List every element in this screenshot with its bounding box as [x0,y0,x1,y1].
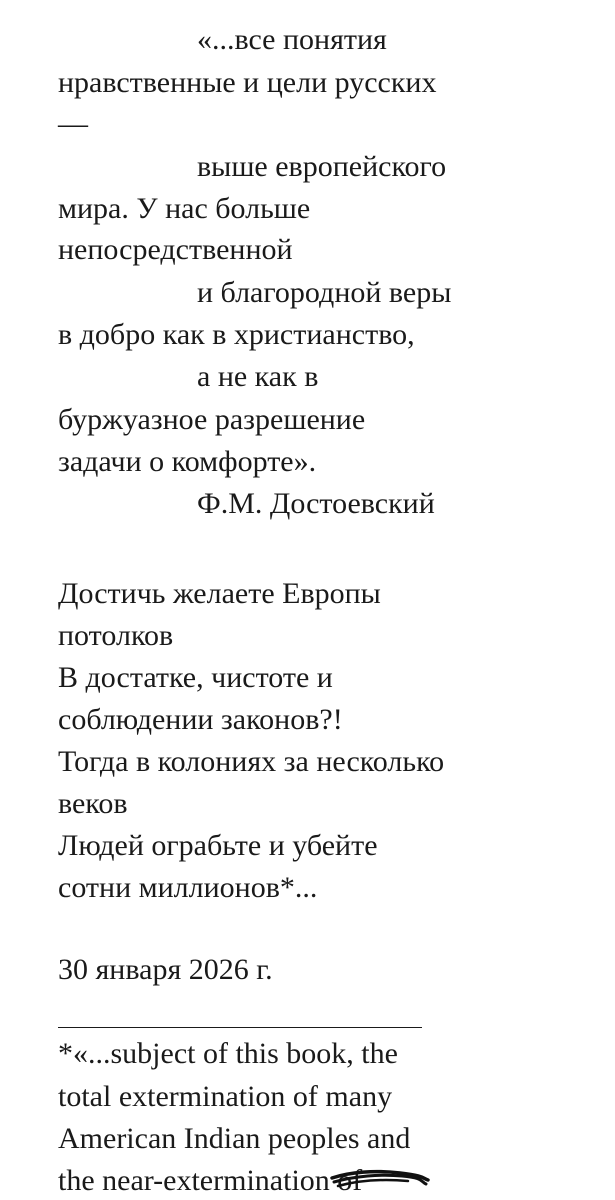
epigraph-line: выше европейского [197,150,447,183]
poem-line: В достатке, чистоте и [58,661,333,694]
poem-line: Достичь желаете Европы [58,577,381,610]
poem-line: веков [58,787,128,820]
epigraph-line: буржуазное разрешение [58,403,366,436]
poem-line: Тогда в колониях за несколько [58,745,445,778]
poem-date: 30 января 2026 г. [58,953,273,986]
epigraph-line: а не как в [197,360,319,393]
poem-line: Людей ограбьте и убейте [58,829,378,862]
footnote-line: *«...subject of this book, the [58,1037,398,1070]
epigraph-line: задачи о комфорте». [58,445,317,478]
ink-scribble [330,1164,430,1200]
epigraph-line: и благородной веры [197,276,452,309]
epigraph-line: «...все понятия [197,23,387,56]
epigraph-author: Ф.М. Достоевский [197,487,435,520]
footnote-separator [58,1027,422,1028]
epigraph-line: непосредственной [58,233,293,266]
footnote-line: the near-extermination of [58,1164,363,1197]
poem-line: соблюдении законов?! [58,703,343,736]
epigraph-line: — [58,107,88,140]
footnote-line: American Indian peoples and [58,1122,411,1155]
epigraph-line: в добро как в христианство, [58,318,415,351]
poem-line: сотни миллионов*... [58,871,318,904]
poem-line: потолков [58,619,174,652]
epigraph-line: мира. У нас больше [58,192,311,225]
epigraph-line: нравственные и цели русских [58,66,437,99]
footnote-line: total extermination of many [58,1080,393,1113]
